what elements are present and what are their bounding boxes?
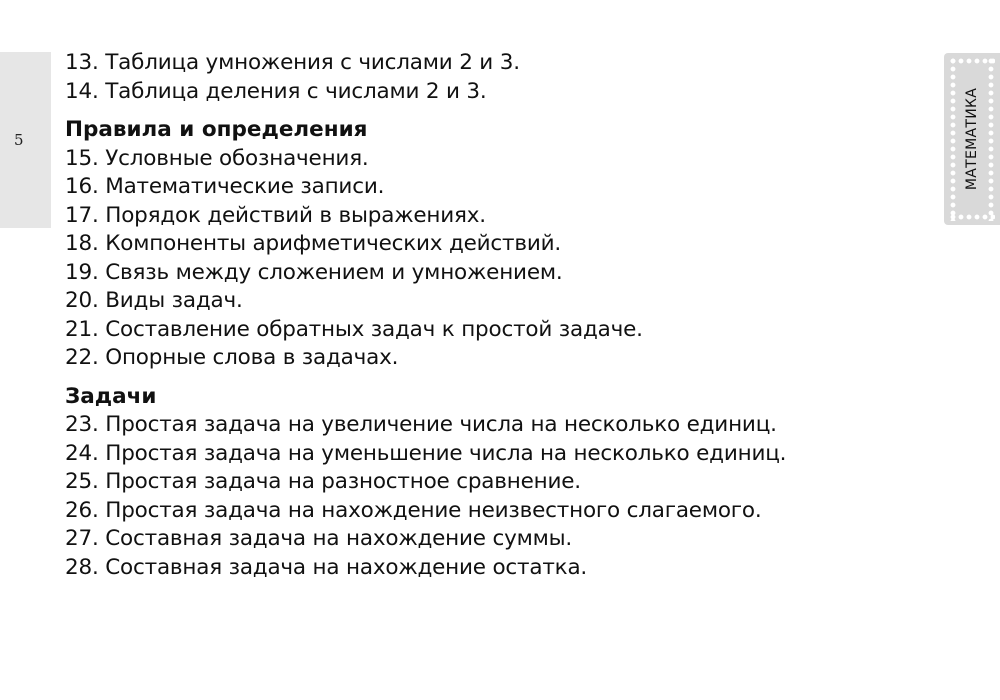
subject-side-tab <box>944 53 1000 225</box>
list-item: 18. Компоненты арифметических действий. <box>65 231 562 256</box>
section-tasks <box>65 383 945 583</box>
section-title: Правила и определения <box>65 117 368 142</box>
list-item: 13. Таблица умножения с числами 2 и 3. <box>65 50 520 75</box>
table-of-contents <box>65 49 945 582</box>
list-item: 26. Простая задача на нахождение неизвестного слагаемого. <box>65 497 762 523</box>
page-margin-tab <box>0 52 51 228</box>
list-item: 16. Математические записи. <box>65 174 385 199</box>
list-item: 19. Связь между сложением и умножением. <box>65 259 563 285</box>
list-item: 21. Составление обратных задач к простой задаче. <box>65 316 643 342</box>
list-item: 15. Условные обозначения. <box>65 145 369 171</box>
subject-label: МАТЕМАТИКА <box>964 87 980 191</box>
intro-list <box>65 49 945 106</box>
list-item: 17. Порядок действий в выражениях. <box>65 202 486 228</box>
page-number: 5 <box>14 131 24 149</box>
list-item: 14. Таблица деления с числами 2 и 3. <box>65 78 487 104</box>
dot-border-decoration <box>987 57 995 221</box>
section-title: Задачи <box>65 383 157 409</box>
list-item: 27. Составная задача на нахождение суммы. <box>65 526 573 551</box>
list-item: 20. Виды задач. <box>65 288 243 313</box>
list-item: 23. Простая задача на увеличение числа на несколько единиц. <box>65 412 777 437</box>
list-item: 25. Простая задача на разностное сравнение. <box>65 469 581 494</box>
list-item: 28. Составная задача на нахождение остатка. <box>65 554 588 580</box>
dot-border-decoration <box>949 57 957 221</box>
section-rules-definitions <box>65 116 945 373</box>
list-item: 22. Опорные слова в задачах. <box>65 345 399 370</box>
list-item: 24. Простая задача на уменьшение числа на несколько единиц. <box>65 440 787 466</box>
